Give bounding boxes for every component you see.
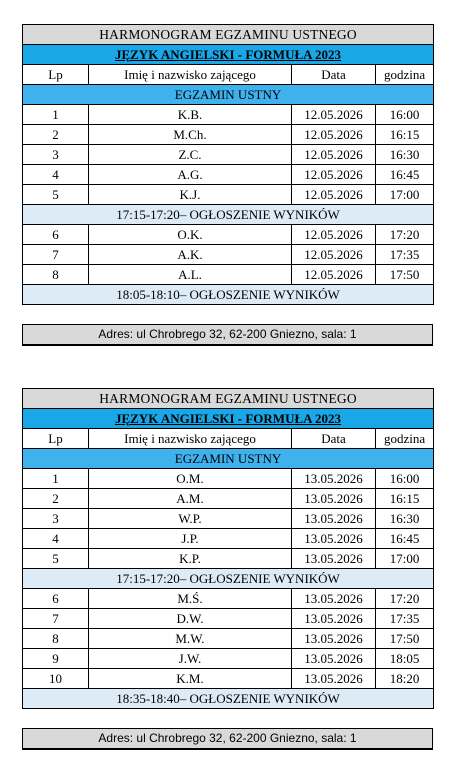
table-row <box>23 265 434 285</box>
results-body <box>23 285 434 305</box>
cell-name: J.P. <box>89 529 292 549</box>
results-announcement: 17:15-17:20– OGŁOSZENIE WYNIKÓW <box>23 569 434 589</box>
table-row <box>23 509 434 529</box>
table-row <box>23 185 434 205</box>
cell-name: K.P. <box>89 549 292 569</box>
col-header-time: godzina <box>376 429 434 449</box>
col-header-date: Data <box>292 429 376 449</box>
cell-lp: 10 <box>23 669 89 689</box>
cell-time: 16:30 <box>376 509 434 529</box>
cell-date: 13.05.2026 <box>292 489 376 509</box>
table-row <box>23 105 434 125</box>
cell-time: 16:30 <box>376 145 434 165</box>
cell-lp: 2 <box>23 489 89 509</box>
table-row <box>23 589 434 609</box>
rows-group <box>23 225 434 285</box>
cell-date: 13.05.2026 <box>292 549 376 569</box>
subject-label: JĘZYK ANGIELSKI - FORMUŁA 2023 <box>114 47 342 62</box>
cell-lp: 1 <box>23 105 89 125</box>
cell-lp: 4 <box>23 165 89 185</box>
cell-date: 13.05.2026 <box>292 629 376 649</box>
cell-name: K.B. <box>89 105 292 125</box>
results-announcement: 18:35-18:40– OGŁOSZENIE WYNIKÓW <box>23 689 434 709</box>
cell-date: 12.05.2026 <box>292 245 376 265</box>
cell-name: D.W. <box>89 609 292 629</box>
section-label: EGZAMIN USTNY <box>23 449 434 469</box>
subject-header <box>23 45 434 65</box>
cell-date: 13.05.2026 <box>292 669 376 689</box>
cell-time: 17:50 <box>376 265 434 285</box>
cell-lp: 7 <box>23 609 89 629</box>
cell-date: 12.05.2026 <box>292 165 376 185</box>
table-row <box>23 165 434 185</box>
cell-name: W.P. <box>89 509 292 529</box>
cell-name: A.L. <box>89 265 292 285</box>
section-label: EGZAMIN USTNY <box>23 85 434 105</box>
cell-time: 16:15 <box>376 125 434 145</box>
subject-header <box>23 409 434 429</box>
address-bar: Adres: ul Chrobrego 32, 62-200 Gniezno, sala: 1 <box>22 324 433 346</box>
cell-name: O.M. <box>89 469 292 489</box>
cell-name: M.Ś. <box>89 589 292 609</box>
schedule-title: HARMONOGRAM EGZAMINU USTNEGO <box>23 389 434 409</box>
subject-label: JĘZYK ANGIELSKI - FORMUŁA 2023 <box>114 411 342 426</box>
cell-date: 12.05.2026 <box>292 105 376 125</box>
table-row <box>23 125 434 145</box>
cell-time: 17:20 <box>376 225 434 245</box>
col-header-time: godzina <box>376 65 434 85</box>
col-header-lp: Lp <box>23 429 89 449</box>
col-header-name: Imię i nazwisko zającego <box>89 65 292 85</box>
cell-date: 12.05.2026 <box>292 145 376 165</box>
table-row <box>23 225 434 245</box>
cell-lp: 5 <box>23 549 89 569</box>
cell-date: 12.05.2026 <box>292 265 376 285</box>
schedule-title: HARMONOGRAM EGZAMINU USTNEGO <box>23 25 434 45</box>
cell-name: O.K. <box>89 225 292 245</box>
results-announcement: 17:15-17:20– OGŁOSZENIE WYNIKÓW <box>23 205 434 225</box>
results-body <box>23 689 434 709</box>
cell-name: M.W. <box>89 629 292 649</box>
cell-name: A.K. <box>89 245 292 265</box>
table-row <box>23 469 434 489</box>
table-row <box>23 529 434 549</box>
cell-lp: 7 <box>23 245 89 265</box>
cell-lp: 8 <box>23 265 89 285</box>
cell-date: 12.05.2026 <box>292 225 376 245</box>
cell-time: 16:45 <box>376 165 434 185</box>
cell-time: 18:20 <box>376 669 434 689</box>
schedule-day-1 <box>22 24 433 346</box>
cell-name: K.J. <box>89 185 292 205</box>
cell-name: A.M. <box>89 489 292 509</box>
cell-name: K.M. <box>89 669 292 689</box>
schedule-table <box>22 388 434 709</box>
cell-lp: 8 <box>23 629 89 649</box>
results-announcement: 18:05-18:10– OGŁOSZENIE WYNIKÓW <box>23 285 434 305</box>
cell-time: 16:15 <box>376 489 434 509</box>
cell-time: 17:00 <box>376 185 434 205</box>
cell-date: 12.05.2026 <box>292 185 376 205</box>
cell-date: 13.05.2026 <box>292 509 376 529</box>
schedule-table <box>22 24 434 305</box>
cell-name: Z.C. <box>89 145 292 165</box>
cell-lp: 5 <box>23 185 89 205</box>
cell-lp: 1 <box>23 469 89 489</box>
table-row <box>23 145 434 165</box>
table-row <box>23 549 434 569</box>
cell-name: M.Ch. <box>89 125 292 145</box>
cell-date: 13.05.2026 <box>292 649 376 669</box>
cell-time: 17:00 <box>376 549 434 569</box>
cell-date: 13.05.2026 <box>292 469 376 489</box>
cell-lp: 4 <box>23 529 89 549</box>
cell-time: 18:05 <box>376 649 434 669</box>
table-row <box>23 609 434 629</box>
cell-lp: 3 <box>23 509 89 529</box>
cell-time: 17:20 <box>376 589 434 609</box>
cell-time: 17:35 <box>376 245 434 265</box>
col-header-date: Data <box>292 65 376 85</box>
table-row <box>23 629 434 649</box>
rows-group <box>23 469 434 569</box>
table-row <box>23 489 434 509</box>
cell-name: A.G. <box>89 165 292 185</box>
table-row <box>23 669 434 689</box>
table-row <box>23 245 434 265</box>
results-body <box>23 569 434 589</box>
cell-date: 13.05.2026 <box>292 589 376 609</box>
col-header-lp: Lp <box>23 65 89 85</box>
cell-time: 17:35 <box>376 609 434 629</box>
rows-group <box>23 105 434 205</box>
cell-name: J.W. <box>89 649 292 669</box>
cell-date: 13.05.2026 <box>292 529 376 549</box>
address-bar: Adres: ul Chrobrego 32, 62-200 Gniezno, sala: 1 <box>22 728 433 750</box>
rows-group <box>23 589 434 689</box>
cell-time: 16:00 <box>376 469 434 489</box>
cell-time: 16:45 <box>376 529 434 549</box>
cell-lp: 9 <box>23 649 89 669</box>
cell-time: 16:00 <box>376 105 434 125</box>
schedule-body <box>23 25 434 105</box>
table-row <box>23 649 434 669</box>
cell-lp: 2 <box>23 125 89 145</box>
cell-date: 13.05.2026 <box>292 609 376 629</box>
cell-lp: 3 <box>23 145 89 165</box>
schedule-body <box>23 389 434 469</box>
schedule-day-2 <box>22 388 433 750</box>
results-body <box>23 205 434 225</box>
cell-lp: 6 <box>23 225 89 245</box>
cell-time: 17:50 <box>376 629 434 649</box>
col-header-name: Imię i nazwisko zającego <box>89 429 292 449</box>
cell-date: 12.05.2026 <box>292 125 376 145</box>
cell-lp: 6 <box>23 589 89 609</box>
